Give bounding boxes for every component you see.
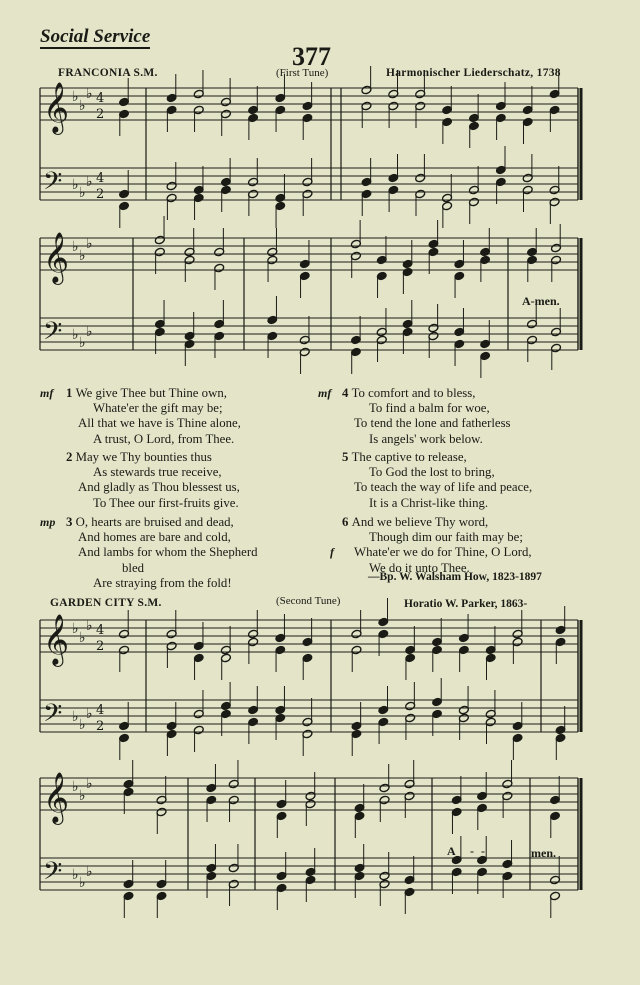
svg-text:♭: ♭ [72, 867, 79, 883]
svg-text:♭: ♭ [86, 776, 93, 792]
svg-text:♭: ♭ [72, 779, 79, 795]
dynamic-mark: mf [40, 386, 54, 400]
svg-text:♭: ♭ [86, 236, 93, 252]
svg-text:♭: ♭ [79, 630, 86, 646]
dynamic-mark: mf [318, 386, 332, 400]
svg-text:4: 4 [96, 91, 105, 106]
second-tune-label: (Second Tune) [276, 595, 341, 607]
first-tune-name: FRANCONIA S.M. [58, 67, 158, 79]
svg-text:𝄢: 𝄢 [43, 857, 63, 892]
svg-text:♭: ♭ [86, 864, 93, 880]
svg-text:𝄞: 𝄞 [43, 232, 70, 283]
svg-text:𝄞: 𝄞 [43, 82, 70, 133]
verse-3: mp 3 O, hearts are bruised and dead, And homes are bare and cold, And lambs for whom the Shepherd bled Are straying from the fold! [40, 515, 258, 590]
section-title: Social Service [40, 26, 151, 47]
svg-text:♭: ♭ [86, 174, 93, 190]
svg-text:♭: ♭ [86, 706, 93, 722]
svg-text:♭: ♭ [79, 875, 86, 891]
svg-text:4: 4 [96, 623, 105, 638]
hymn-number: 377 [292, 42, 331, 71]
svg-text:♭: ♭ [86, 618, 93, 634]
svg-text:♭: ♭ [72, 709, 79, 725]
svg-text:♭: ♭ [79, 185, 86, 201]
svg-text:𝄢: 𝄢 [43, 167, 63, 202]
svg-text:♭: ♭ [79, 248, 86, 264]
svg-text:♭: ♭ [72, 89, 79, 105]
first-tune-amen: A-men. [522, 294, 560, 308]
svg-text:2: 2 [96, 719, 105, 734]
svg-text:4: 4 [96, 703, 105, 718]
svg-text:𝄞: 𝄞 [43, 772, 70, 823]
dynamic-mark: f [330, 545, 334, 559]
svg-text:♭: ♭ [72, 621, 79, 637]
svg-text:𝄞: 𝄞 [43, 614, 70, 665]
verse-5: 5 The captive to release, To God the lost to bring, To teach the way of life and peace, It is a Christ-like thing. [342, 450, 533, 510]
svg-text:𝄢: 𝄢 [43, 317, 63, 352]
second-tune-amen-a: A [447, 844, 456, 858]
first-tune-source: Harmonischer Liederschatz, 1738 [386, 67, 561, 79]
svg-text:♭: ♭ [79, 788, 86, 804]
svg-text:𝄢: 𝄢 [43, 699, 63, 734]
dynamic-mark: mp [40, 515, 56, 529]
verse-1: mf 1 We give Thee but Thine own, Whate'er the gift may be; All that we have is Thine alone, A trust, O Lord, from Thee. [40, 386, 241, 446]
svg-text:♭: ♭ [72, 239, 79, 255]
first-tune-label: (First Tune) [276, 67, 329, 79]
svg-text:♭: ♭ [79, 335, 86, 351]
svg-text:♭: ♭ [79, 717, 86, 733]
verse-4: mf 4 To comfort and to bless, To find a balm for woe, To tend the lone and fatherless Is angels' work below. [318, 386, 511, 446]
svg-text:2: 2 [96, 187, 105, 202]
svg-text:2: 2 [96, 107, 105, 122]
second-tune-amen-men: men. [531, 846, 556, 860]
second-tune-composer: Horatio W. Parker, 1863- [404, 598, 528, 610]
verse-6: f 6 And we believe Thy word, Though dim our faith may be; Whate'er we do for Thine, O Lord, We do it unto Thee. [330, 515, 532, 575]
svg-text:♭: ♭ [72, 177, 79, 193]
verse-attribution: —Bp. W. Walsham How, 1823-1897 [368, 571, 542, 583]
verse-2: 2 May we Thy bounties thus As stewards true receive, And gladly as Thou blessest us, To Thee our first-fruits give. [66, 450, 240, 510]
svg-text:♭: ♭ [72, 327, 79, 343]
svg-text:4: 4 [96, 171, 105, 186]
svg-text:♭: ♭ [79, 98, 86, 114]
svg-text:♭: ♭ [86, 86, 93, 102]
svg-text:♭: ♭ [86, 324, 93, 340]
svg-text:2: 2 [96, 639, 105, 654]
second-tune-amen-dashes: - - [470, 844, 487, 858]
second-tune-name: GARDEN CITY S.M. [50, 597, 162, 609]
